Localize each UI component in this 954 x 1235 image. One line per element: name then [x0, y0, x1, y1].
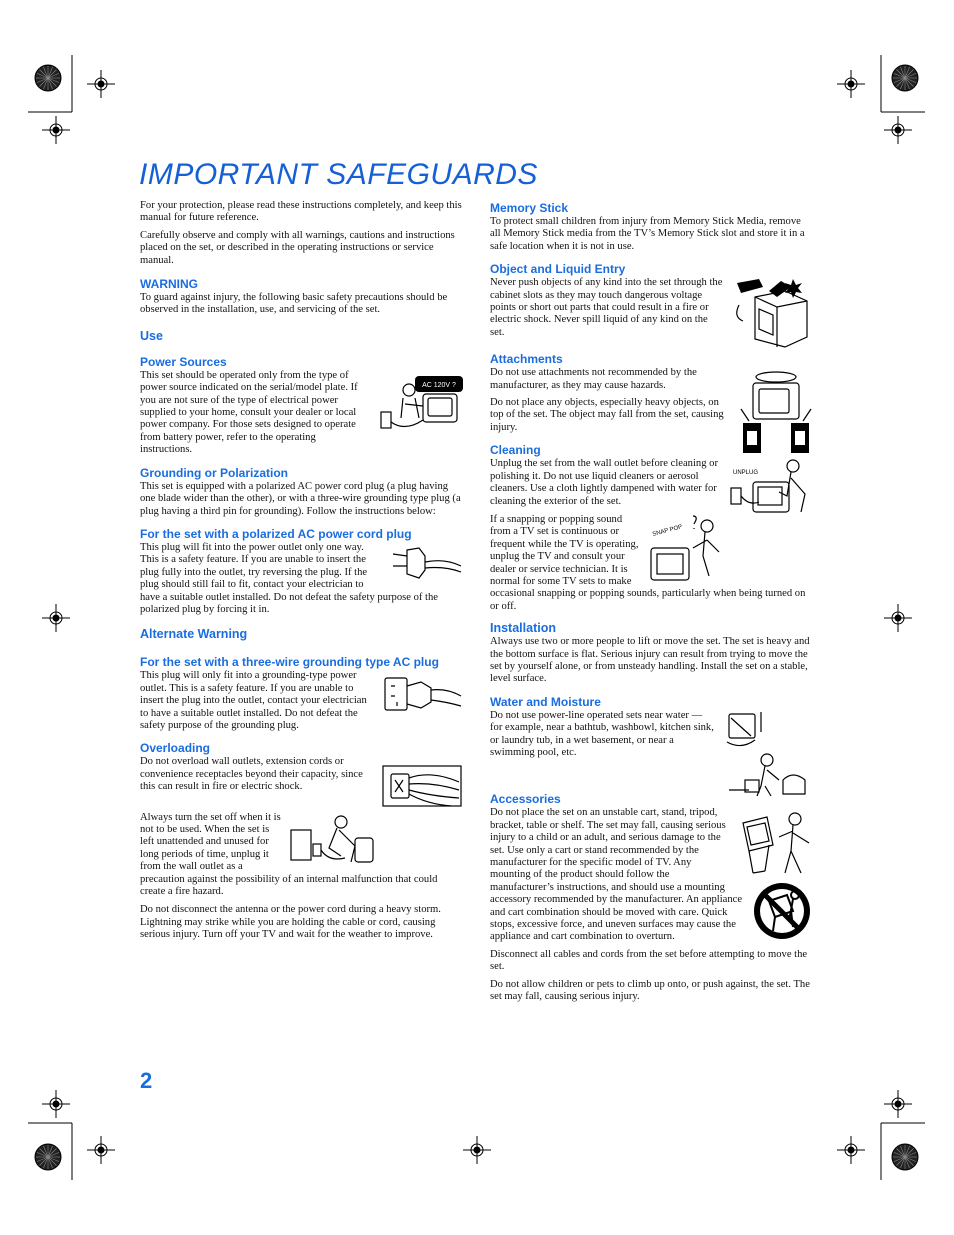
- use-heading: Use: [140, 328, 163, 343]
- snap-pop-illustration: [649, 514, 723, 584]
- page-number: 2: [140, 1068, 153, 1093]
- warning-text: To guard against injury, the following basic safety precautions should be observed in the installation, use, and servicing of the set.: [140, 292, 448, 316]
- attachments-heading: Attachments: [490, 352, 563, 367]
- object-liquid-text: Never push objects of any kind into the set through the cabinet slots as they may touch dangerous voltage points or short out parts that could result in a fire or electric shock. Never spill liquid of any kind on the set.: [490, 277, 723, 338]
- unplug-cleaning-illustration: [729, 458, 813, 516]
- overloaded-outlet-illustration: [381, 762, 463, 810]
- right-column: [490, 200, 813, 1009]
- installation-text: Always use two or more people to lift or move the set. The set is heavy and the bottom surface is flat. Serious injury can result from trying to move the set by yourself alone, or from unsteady handling. Install the set on a stable, level surface.: [490, 636, 810, 685]
- ac-120v-label: AC 120V ?: [422, 381, 456, 389]
- memory-stick-text: To protect small children from injury from Memory Stick Media, remove all Memory Stick media from the TV’s Memory Stick slot and store it in a safe location when it is not in use.: [490, 216, 805, 252]
- unplug-label: UNPLUG: [733, 470, 759, 477]
- grounding-text: This set is equipped with a polarized AC power cord plug (a plug having one blade wider than the other), or with a three-wire grounding type plug (a plug having a third pin for grounding). Follow the instructions below:: [140, 480, 461, 517]
- left-column: [140, 200, 463, 947]
- unstable-cart-illustration: [739, 811, 813, 877]
- three-wire-plug-text: This plug will only fit into a grounding-type power outlet. This is a safety feature. If you are unable to insert the plug into the outlet, contact your electrician to have a suitable outlet installed. Do not defeat the safety purpose of the grounding plug.: [140, 670, 367, 731]
- disconnect-cables-text: Disconnect all cables and cords from the set before attempting to move the set.: [490, 948, 808, 973]
- polarized-plug-illustration: [385, 544, 463, 584]
- overloading-heading: Overloading: [140, 741, 211, 756]
- grounding-heading: Grounding or Polarization: [140, 465, 288, 480]
- power-sources-heading: Power Sources: [140, 354, 227, 369]
- polarized-plug-text: This plug will fit into the power outlet only one way. This is a safety feature. If you are unable to insert the plug fully into the outlet, try reversing the plug. If the plug should still fail to fit, contact your electrician to have a suitable outlet installed. Do not defeat the safety purpose of the polarized plug by forcing it in.: [140, 541, 439, 615]
- accessories-heading: Accessories: [490, 792, 561, 807]
- intro-paragraph: For your protection, please read these instructions completely, and keep this manual for future reference.: [140, 200, 462, 224]
- alternate-warning-heading: Alternate Warning: [140, 627, 248, 642]
- warning-heading: WARNING: [140, 277, 198, 292]
- cleaning-heading: Cleaning: [490, 443, 541, 458]
- installation-heading: Installation: [490, 621, 556, 636]
- grounding-plug-illustration: [381, 672, 463, 716]
- object-liquid-heading: Object and Liquid Entry: [490, 262, 626, 277]
- three-wire-plug-heading: For the set with a three-wire grounding type AC plug: [140, 655, 439, 670]
- unplug-when-unused-text: Always turn the set off when it is not to be used. When the set is left unattended and unused for long periods of time, unplug it from the wall outlet as a precaution against the possibility of an internal malfunction that could create a fire hazard.: [140, 811, 438, 898]
- power-sources-text: This set should be operated only from the type of power source indicated on the serial/model plate. If you are not sure of the type of electrical power supplied to your home, consult your dealer or local power company. For those sets designed to operate from battery power, refer to the operating instructions.: [140, 369, 358, 456]
- children-pets-text: Do not allow children or pets to climb up onto, or push against, the set. The set may fall, causing serious injury.: [490, 978, 810, 1003]
- polarized-plug-heading: For the set with a polarized AC power cord plug: [140, 526, 412, 541]
- attachments-text: Do not use attachments not recommended by the manufacturer, as they may cause hazards.: [490, 367, 697, 391]
- tip-over-warning-icon: [751, 881, 813, 941]
- overloading-text: Do not overload wall outlets, extension cords or convenience receptacles beyond their capacity, since this can result in fire or electric shock.: [140, 756, 363, 793]
- heavy-objects-text: Do not place any objects, especially heavy objects, on top of the set. The object may fall from the set, causing injury.: [490, 397, 724, 433]
- water-moisture-text: Do not use power-line operated sets near water — for example, near a bathtub, washbowl, kitchen sink, or laundry tub, in a wet basement, or near a swimming pool, etc.: [490, 709, 714, 758]
- intro-paragraph-2: Carefully observe and comply with all warnings, cautions and instructions placed on the set, or described in the operating instructions or service manual.: [140, 229, 455, 266]
- liquid-spill-illustration: [729, 277, 813, 349]
- page-title: IMPORTANT SAFEGUARDS: [139, 158, 538, 191]
- power-source-illustration: [375, 374, 463, 436]
- water-moisture-heading: Water and Moisture: [490, 694, 601, 709]
- memory-stick-heading: Memory Stick: [490, 201, 569, 215]
- snap-pop-text: If a snapping or popping sound from a TV set is continuous or frequent while the TV is operating, unplug the TV and consult your dealer or service technician. It is normal for some TV sets to make occasional snapping or popping sounds, particularly when being turned on or off.: [490, 513, 806, 612]
- storm-warning-text: Do not disconnect the antenna or the power cord during a heavy storm. Lightning may strike while you are holding the cable or cord, causing serious injury. Turn off your TV and wait for the weather to improve.: [140, 904, 441, 941]
- cleaning-text: Unplug the set from the wall outlet before cleaning or polishing it. Do not use liquid cleaners or aerosol cleaners. Use a cloth lightly dampened with water for cleaning the exterior of the set.: [490, 458, 718, 507]
- unplug-for-absence-illustration: [289, 814, 375, 868]
- snap-pop-label: SNAP POP: [651, 524, 684, 538]
- water-moisture-illustration: [721, 710, 813, 798]
- accessories-text: Do not place the set on an unstable cart, stand, tripod, bracket, table or shelf. The set may fall, causing serious injury to a child or an adult, and serious damage to the set. Use only a cart or stand recommended by the manufacturer for the specific model of TV. Any mounting of the product should follow the manufacturer’s instructions, and should use a mounting accessory recommended by the manufacturer. An appliance and cart combination should be moved with care. Quick stops, excessive force, and uneven surfaces may cause the appliance and cart combination to overturn.: [490, 807, 743, 943]
- attachments-illustration: [739, 369, 813, 455]
